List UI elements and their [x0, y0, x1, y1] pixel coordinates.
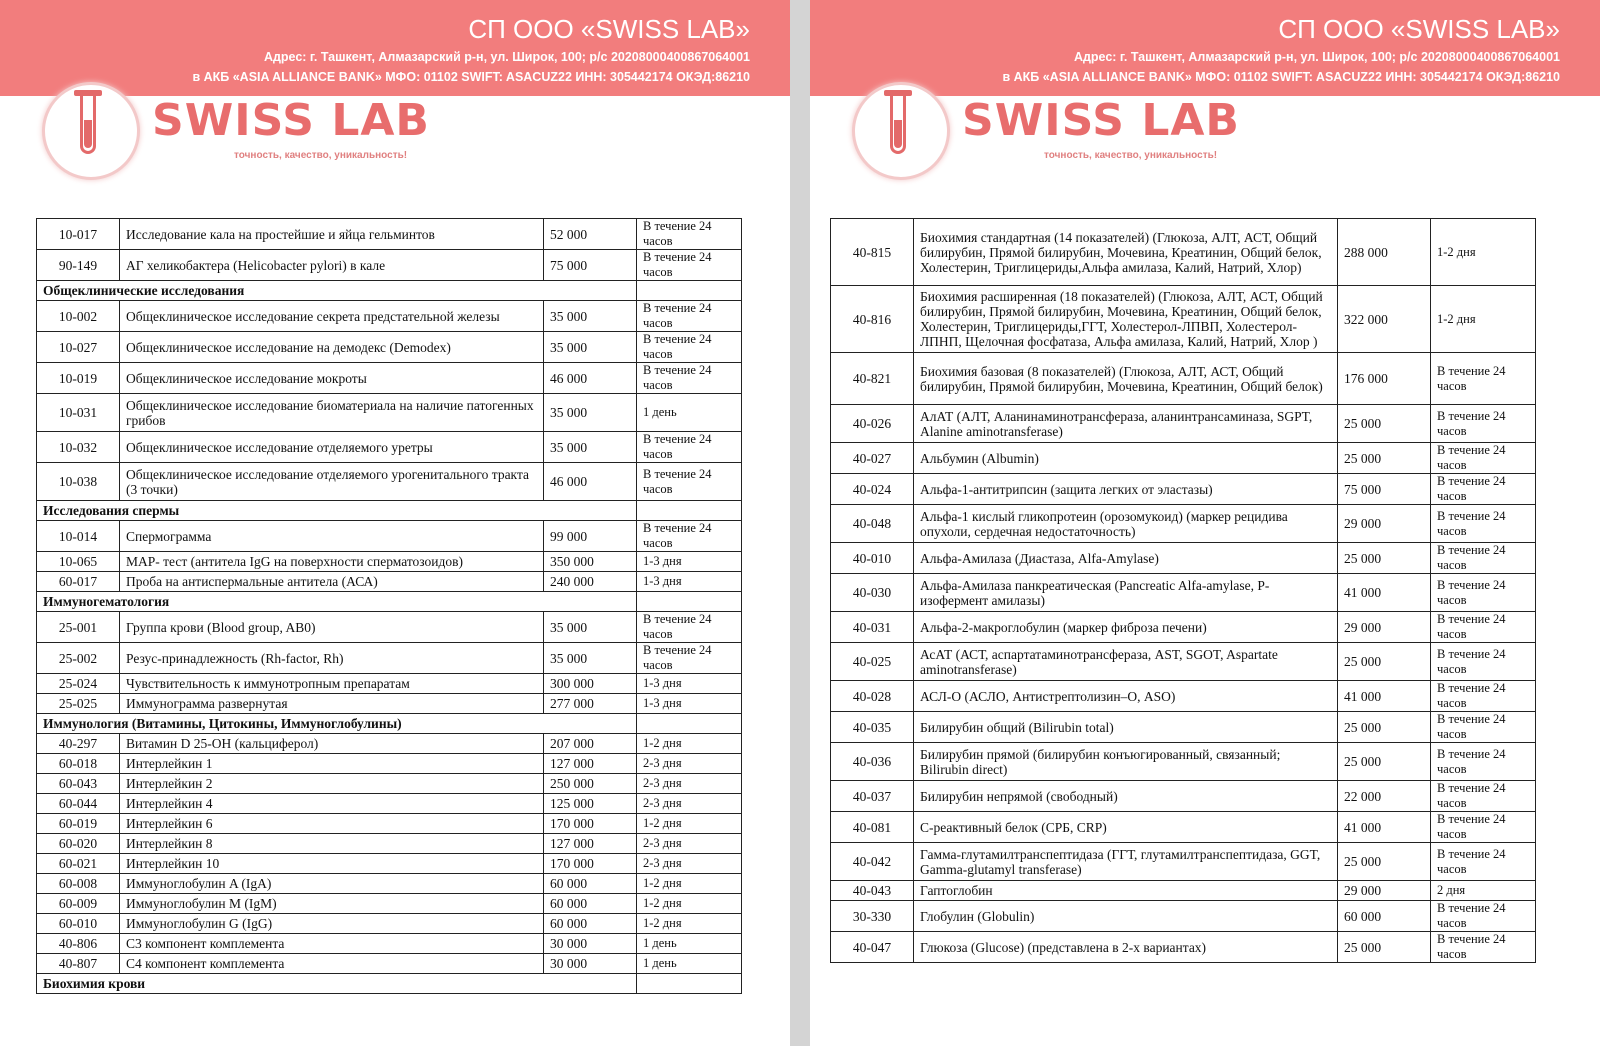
test-name-cell: Витамин D 25-OH (кальциферол) — [120, 734, 544, 754]
test-name-cell: Общеклиническое исследование биоматериала на наличие патогенных грибов — [120, 394, 544, 432]
company-name: СП ООО «SWISS LAB» — [1278, 14, 1560, 44]
price-cell: 52 000 — [544, 219, 637, 250]
test-name-cell: АлАТ (АЛТ, Аланинаминотрансфераза, аланинтрансаминаза, SGPT, Alanine aminotransferase) — [914, 405, 1338, 443]
price-table-left — [36, 218, 742, 994]
turnaround-time-cell: 2-3 дня — [637, 834, 742, 854]
test-name-cell: Глобулин (Globulin) — [914, 901, 1338, 932]
price-list-page-right — [810, 0, 1600, 1046]
test-name-cell: Спермограмма — [120, 521, 544, 552]
test-code-cell: 10-014 — [37, 521, 120, 552]
table-row — [37, 794, 742, 814]
test-code-cell: 60-043 — [37, 774, 120, 794]
test-name-cell: Альфа-Амилаза панкреатическая (Pancreatic Alfa-amylase, P-изофермент амилазы) — [914, 574, 1338, 612]
test-name-cell: С-реактивный белок (СРБ, CRP) — [914, 812, 1338, 843]
table-row — [37, 754, 742, 774]
table-row — [831, 712, 1536, 743]
test-name-cell: Общеклиническое исследование мокроты — [120, 363, 544, 394]
price-cell: 25 000 — [1338, 643, 1431, 681]
price-cell: 207 000 — [544, 734, 637, 754]
test-tube-fill-icon — [84, 120, 92, 148]
turnaround-time-cell: В течение 24 часов — [1431, 353, 1536, 405]
turnaround-time-cell: В течение 24 часов — [1431, 474, 1536, 505]
price-cell: 322 000 — [1338, 286, 1431, 353]
section-empty-cell — [637, 714, 742, 734]
test-name-cell: Общеклиническое исследование на демодекс (Demodex) — [120, 332, 544, 363]
section-empty-cell — [637, 501, 742, 521]
section-title: Иммунология (Витамины, Цитокины, Иммуноглобулины) — [37, 714, 637, 734]
test-name-cell: Альфа-Амилаза (Диастаза, Alfa-Amylase) — [914, 543, 1338, 574]
test-code-cell: 25-002 — [37, 643, 120, 674]
test-name-cell: Биохимия базовая (8 показателей) (Глюкоза, АЛТ, АСТ, Общий билирубин, Прямой билирубин, Мочевина, Креатинин, Общий белок) — [914, 353, 1338, 405]
table-row — [37, 394, 742, 432]
table-row — [831, 219, 1536, 286]
price-cell: 25 000 — [1338, 443, 1431, 474]
price-cell: 300 000 — [544, 674, 637, 694]
turnaround-time-cell: 1 день — [637, 394, 742, 432]
turnaround-time-cell: 1-2 дня — [637, 874, 742, 894]
address-line-1: Адрес: г. Ташкент, Алмазарский р-н, ул. Широк, 100; р/с 20208000400867064001 — [263, 50, 750, 64]
turnaround-time-cell: В течение 24 часов — [637, 432, 742, 463]
turnaround-time-cell: В течение 24 часов — [1431, 574, 1536, 612]
test-code-cell: 40-081 — [831, 812, 914, 843]
test-code-cell: 40-815 — [831, 219, 914, 286]
turnaround-time-cell: В течение 24 часов — [1431, 843, 1536, 881]
test-name-cell: С3 компонент комплемента — [120, 934, 544, 954]
test-name-cell: Интерлейкин 1 — [120, 754, 544, 774]
test-name-cell: Билирубин прямой (билирубин конъюгированный, связанный; Bilirubin direct) — [914, 743, 1338, 781]
test-code-cell: 10-065 — [37, 552, 120, 572]
price-cell: 60 000 — [544, 914, 637, 934]
price-cell: 46 000 — [544, 463, 637, 501]
test-code-cell: 60-044 — [37, 794, 120, 814]
test-name-cell: АГ хеликобактера (Helicobacter pylori) в кале — [120, 250, 544, 281]
table-row — [37, 854, 742, 874]
test-code-cell: 40-027 — [831, 443, 914, 474]
test-code-cell: 25-024 — [37, 674, 120, 694]
turnaround-time-cell: В течение 24 часов — [1431, 781, 1536, 812]
price-list-page-left — [0, 0, 790, 1046]
table-row — [831, 781, 1536, 812]
price-cell: 170 000 — [544, 814, 637, 834]
table-row — [37, 643, 742, 674]
section-title: Биохимия крови — [37, 974, 637, 994]
turnaround-time-cell: В течение 24 часов — [637, 301, 742, 332]
test-name-cell: Проба на антиспермальные антитела (АСА) — [120, 572, 544, 592]
turnaround-time-cell: В течение 24 часов — [1431, 443, 1536, 474]
table-row — [37, 814, 742, 834]
test-name-cell: Билирубин общий (Bilirubin total) — [914, 712, 1338, 743]
price-cell: 60 000 — [1338, 901, 1431, 932]
turnaround-time-cell: В течение 24 часов — [1431, 505, 1536, 543]
test-code-cell: 60-010 — [37, 914, 120, 934]
test-code-cell: 40-028 — [831, 681, 914, 712]
test-name-cell: Иммуноглобулин G (IgG) — [120, 914, 544, 934]
turnaround-time-cell: 1-2 дня — [1431, 286, 1536, 353]
test-code-cell: 40-037 — [831, 781, 914, 812]
logo-wordmark: SWISS LAB — [962, 95, 1240, 146]
turnaround-time-cell: В течение 24 часов — [1431, 643, 1536, 681]
table-row — [37, 612, 742, 643]
price-table-right — [830, 218, 1536, 963]
price-cell: 60 000 — [544, 874, 637, 894]
price-cell: 30 000 — [544, 954, 637, 974]
test-code-cell: 40-030 — [831, 574, 914, 612]
address-line-2: в АКБ «ASIA ALLIANCE BANK» МФО: 01102 SWIFT: ASACUZ22 ИНН: 305442174 ОКЭД:86210 — [192, 70, 750, 84]
test-code-cell: 10-032 — [37, 432, 120, 463]
price-cell: 75 000 — [544, 250, 637, 281]
turnaround-time-cell: 1-2 дня — [637, 894, 742, 914]
turnaround-time-cell: 1-3 дня — [637, 572, 742, 592]
section-title: Исследования спермы — [37, 501, 637, 521]
test-code-cell: 60-019 — [37, 814, 120, 834]
test-code-cell: 60-008 — [37, 874, 120, 894]
test-name-cell: Общеклиническое исследование отделяемого уретры — [120, 432, 544, 463]
table-row — [37, 301, 742, 332]
table-row — [831, 901, 1536, 932]
turnaround-time-cell: В течение 24 часов — [637, 363, 742, 394]
test-code-cell: 40-048 — [831, 505, 914, 543]
test-code-cell: 40-816 — [831, 286, 914, 353]
turnaround-time-cell: 1 день — [637, 934, 742, 954]
price-cell: 29 000 — [1338, 881, 1431, 901]
table-row — [37, 219, 742, 250]
turnaround-time-cell: В течение 24 часов — [637, 250, 742, 281]
table-row — [831, 743, 1536, 781]
test-code-cell: 40-025 — [831, 643, 914, 681]
test-name-cell: Альфа-2-макроглобулин (маркер фиброза печени) — [914, 612, 1338, 643]
section-header-row — [37, 974, 742, 994]
test-code-cell: 40-031 — [831, 612, 914, 643]
price-cell: 35 000 — [544, 394, 637, 432]
table-row — [37, 774, 742, 794]
test-code-cell: 40-807 — [37, 954, 120, 974]
turnaround-time-cell: В течение 24 часов — [1431, 743, 1536, 781]
price-cell: 41 000 — [1338, 812, 1431, 843]
price-cell: 127 000 — [544, 754, 637, 774]
test-name-cell: Иммуноглобулин M (IgM) — [120, 894, 544, 914]
turnaround-time-cell: В течение 24 часов — [1431, 612, 1536, 643]
test-name-cell: Интерлейкин 6 — [120, 814, 544, 834]
turnaround-time-cell: В течение 24 часов — [1431, 405, 1536, 443]
price-cell: 99 000 — [544, 521, 637, 552]
turnaround-time-cell: В течение 24 часов — [637, 643, 742, 674]
turnaround-time-cell: 1-2 дня — [637, 814, 742, 834]
table-row — [831, 612, 1536, 643]
swiss-lab-logo — [848, 80, 1308, 184]
table-row — [831, 812, 1536, 843]
test-name-cell: Билирубин непрямой (свободный) — [914, 781, 1338, 812]
table-row — [831, 574, 1536, 612]
test-code-cell: 60-017 — [37, 572, 120, 592]
test-code-cell: 90-149 — [37, 250, 120, 281]
price-cell: 25 000 — [1338, 843, 1431, 881]
price-cell: 125 000 — [544, 794, 637, 814]
price-cell: 75 000 — [1338, 474, 1431, 505]
price-cell: 250 000 — [544, 774, 637, 794]
test-name-cell: Иммуноглобулин A (IgA) — [120, 874, 544, 894]
table-row — [831, 505, 1536, 543]
section-title: Иммуногематология — [37, 592, 637, 612]
price-cell: 25 000 — [1338, 712, 1431, 743]
turnaround-time-cell: 2 дня — [1431, 881, 1536, 901]
test-name-cell: Общеклиническое исследование отделяемого урогенитального тракта (3 точки) — [120, 463, 544, 501]
test-code-cell: 60-020 — [37, 834, 120, 854]
test-code-cell: 40-047 — [831, 932, 914, 963]
logo-tagline: точность, качество, уникальность! — [234, 150, 408, 161]
test-code-cell: 25-025 — [37, 694, 120, 714]
logo-tagline: точность, качество, уникальность! — [1044, 150, 1218, 161]
test-name-cell: Биохимия расширенная (18 показателей) (Глюкоза, АЛТ, АСТ, Общий билирубин, Прямой билирубин, Мочевина, Креатинин, Общий белок, Холестерин, Триглицериды,ГГТ, Холестерол-ЛПВП, Холестерол-ЛПНП, Щелочная фосфатаза, Альфа амилаза, Калий, Натрий, Хлор ) — [914, 286, 1338, 353]
table-row — [37, 432, 742, 463]
test-name-cell: Группа крови (Blood group, AB0) — [120, 612, 544, 643]
table-row — [831, 543, 1536, 574]
test-name-cell: Альбумин (Albumin) — [914, 443, 1338, 474]
section-header-row — [37, 714, 742, 734]
price-cell: 25 000 — [1338, 932, 1431, 963]
price-cell: 29 000 — [1338, 612, 1431, 643]
price-cell: 29 000 — [1338, 505, 1431, 543]
price-cell: 25 000 — [1338, 743, 1431, 781]
turnaround-time-cell: В течение 24 часов — [637, 612, 742, 643]
test-code-cell: 40-026 — [831, 405, 914, 443]
turnaround-time-cell: 1-3 дня — [637, 674, 742, 694]
table-row — [831, 881, 1536, 901]
test-name-cell: С4 компонент комплемента — [120, 954, 544, 974]
logo-wordmark: SWISS LAB — [152, 95, 430, 146]
section-empty-cell — [637, 281, 742, 301]
test-code-cell: 10-002 — [37, 301, 120, 332]
turnaround-time-cell: В течение 24 часов — [1431, 712, 1536, 743]
turnaround-time-cell: 1-2 дня — [637, 914, 742, 934]
turnaround-time-cell: В течение 24 часов — [1431, 901, 1536, 932]
test-name-cell: АСЛ-О (АСЛО, Антистрептолизин–О, ASO) — [914, 681, 1338, 712]
test-code-cell: 40-042 — [831, 843, 914, 881]
test-name-cell: Интерлейкин 10 — [120, 854, 544, 874]
test-name-cell: Биохимия стандартная (14 показателей) (Глюкоза, АЛТ, АСТ, Общий билирубин, Прямой билирубин, Мочевина, Креатинин, Общий белок, Холестерин, Триглицериды,Альфа амилаза, Калий, Натрий, Хлор) — [914, 219, 1338, 286]
test-code-cell: 10-031 — [37, 394, 120, 432]
table-row — [37, 734, 742, 754]
turnaround-time-cell: 1-2 дня — [637, 734, 742, 754]
test-code-cell: 10-019 — [37, 363, 120, 394]
price-cell: 35 000 — [544, 332, 637, 363]
table-row — [37, 834, 742, 854]
test-code-cell: 40-297 — [37, 734, 120, 754]
test-name-cell: Гаптоглобин — [914, 881, 1338, 901]
table-row — [37, 694, 742, 714]
table-row — [37, 250, 742, 281]
table-row — [37, 914, 742, 934]
address-line-2: в АКБ «ASIA ALLIANCE BANK» МФО: 01102 SWIFT: ASACUZ22 ИНН: 305442174 ОКЭД:86210 — [1002, 70, 1560, 84]
price-cell: 350 000 — [544, 552, 637, 572]
price-cell: 170 000 — [544, 854, 637, 874]
test-code-cell: 25-001 — [37, 612, 120, 643]
price-cell: 35 000 — [544, 643, 637, 674]
turnaround-time-cell: В течение 24 часов — [637, 219, 742, 250]
test-code-cell: 40-010 — [831, 543, 914, 574]
section-empty-cell — [637, 592, 742, 612]
price-cell: 25 000 — [1338, 405, 1431, 443]
test-name-cell: MAP- тест (антитела IgG на поверхности сперматозоидов) — [120, 552, 544, 572]
price-cell: 35 000 — [544, 432, 637, 463]
test-code-cell: 40-035 — [831, 712, 914, 743]
table-row — [831, 843, 1536, 881]
table-row — [37, 572, 742, 592]
test-code-cell: 60-021 — [37, 854, 120, 874]
turnaround-time-cell: В течение 24 часов — [637, 332, 742, 363]
table-row — [831, 443, 1536, 474]
section-empty-cell — [637, 974, 742, 994]
test-name-cell: Исследование кала на простейшие и яйца гельминтов — [120, 219, 544, 250]
turnaround-time-cell: 1-2 дня — [1431, 219, 1536, 286]
test-name-cell: Альфа-1 кислый гликопротеин (орозомукоид) (маркер рецидива опухоли, сердечная недостаточность) — [914, 505, 1338, 543]
price-cell: 25 000 — [1338, 543, 1431, 574]
test-code-cell: 40-821 — [831, 353, 914, 405]
turnaround-time-cell: 1-3 дня — [637, 552, 742, 572]
table-row — [831, 643, 1536, 681]
turnaround-time-cell: В течение 24 часов — [637, 463, 742, 501]
table-row — [37, 934, 742, 954]
turnaround-time-cell: 2-3 дня — [637, 854, 742, 874]
price-cell: 127 000 — [544, 834, 637, 854]
test-name-cell: Гамма-глутамилтранспептидаза (ГГТ, глутамилтранспептидаза, GGT, Gamma-glutamyl transferase) — [914, 843, 1338, 881]
test-code-cell: 10-017 — [37, 219, 120, 250]
price-cell: 30 000 — [544, 934, 637, 954]
test-name-cell: Резус-принадлежность (Rh-factor, Rh) — [120, 643, 544, 674]
test-code-cell: 40-036 — [831, 743, 914, 781]
table-row — [37, 552, 742, 572]
turnaround-time-cell: В течение 24 часов — [1431, 543, 1536, 574]
table-row — [831, 405, 1536, 443]
price-cell: 35 000 — [544, 612, 637, 643]
turnaround-time-cell: В течение 24 часов — [1431, 812, 1536, 843]
table-row — [37, 954, 742, 974]
price-cell: 277 000 — [544, 694, 637, 714]
test-name-cell: Глюкоза (Glucose) (представлена в 2-х вариантах) — [914, 932, 1338, 963]
turnaround-time-cell: 2-3 дня — [637, 754, 742, 774]
test-code-cell: 60-018 — [37, 754, 120, 774]
test-code-cell: 40-806 — [37, 934, 120, 954]
turnaround-time-cell: В течение 24 часов — [1431, 681, 1536, 712]
table-row — [831, 932, 1536, 963]
test-code-cell: 40-024 — [831, 474, 914, 505]
table-row — [37, 874, 742, 894]
price-cell: 41 000 — [1338, 681, 1431, 712]
price-cell: 240 000 — [544, 572, 637, 592]
test-name-cell: АсАТ (АСТ, аспартатаминотрансфераза, AST, SGOT, Aspartate aminotransferase) — [914, 643, 1338, 681]
test-code-cell: 30-330 — [831, 901, 914, 932]
test-code-cell: 60-009 — [37, 894, 120, 914]
turnaround-time-cell: В течение 24 часов — [637, 521, 742, 552]
price-cell: 22 000 — [1338, 781, 1431, 812]
test-code-cell: 40-043 — [831, 881, 914, 901]
test-code-cell: 10-027 — [37, 332, 120, 363]
section-header-row — [37, 501, 742, 521]
test-code-cell: 10-038 — [37, 463, 120, 501]
price-cell: 35 000 — [544, 301, 637, 332]
turnaround-time-cell: В течение 24 часов — [1431, 932, 1536, 963]
address-line-1: Адрес: г. Ташкент, Алмазарский р-н, ул. Широк, 100; р/с 20208000400867064001 — [1073, 50, 1560, 64]
price-cell: 288 000 — [1338, 219, 1431, 286]
turnaround-time-cell: 1 день — [637, 954, 742, 974]
test-name-cell: Интерлейкин 2 — [120, 774, 544, 794]
price-cell: 176 000 — [1338, 353, 1431, 405]
price-cell: 60 000 — [544, 894, 637, 914]
table-row — [37, 332, 742, 363]
section-header-row — [37, 281, 742, 301]
test-name-cell: Интерлейкин 8 — [120, 834, 544, 854]
test-name-cell: Альфа-1-антитрипсин (защита легких от эластазы) — [914, 474, 1338, 505]
section-title: Общеклинические исследования — [37, 281, 637, 301]
table-row — [831, 353, 1536, 405]
test-name-cell: Общеклиническое исследование секрета предстательной железы — [120, 301, 544, 332]
section-header-row — [37, 592, 742, 612]
test-name-cell: Чувствительность к иммунотропным препаратам — [120, 674, 544, 694]
table-row — [831, 286, 1536, 353]
table-row — [37, 521, 742, 552]
swiss-lab-logo — [38, 80, 498, 184]
price-cell: 46 000 — [544, 363, 637, 394]
test-tube-fill-icon — [894, 120, 902, 148]
price-cell: 41 000 — [1338, 574, 1431, 612]
turnaround-time-cell: 2-3 дня — [637, 794, 742, 814]
table-row — [37, 674, 742, 694]
company-name: СП ООО «SWISS LAB» — [468, 14, 750, 44]
table-row — [831, 474, 1536, 505]
table-row — [37, 894, 742, 914]
table-row — [37, 363, 742, 394]
table-row — [37, 463, 742, 501]
turnaround-time-cell: 2-3 дня — [637, 774, 742, 794]
test-name-cell: Интерлейкин 4 — [120, 794, 544, 814]
turnaround-time-cell: 1-3 дня — [637, 694, 742, 714]
test-name-cell: Иммунограмма развернутая — [120, 694, 544, 714]
table-row — [831, 681, 1536, 712]
